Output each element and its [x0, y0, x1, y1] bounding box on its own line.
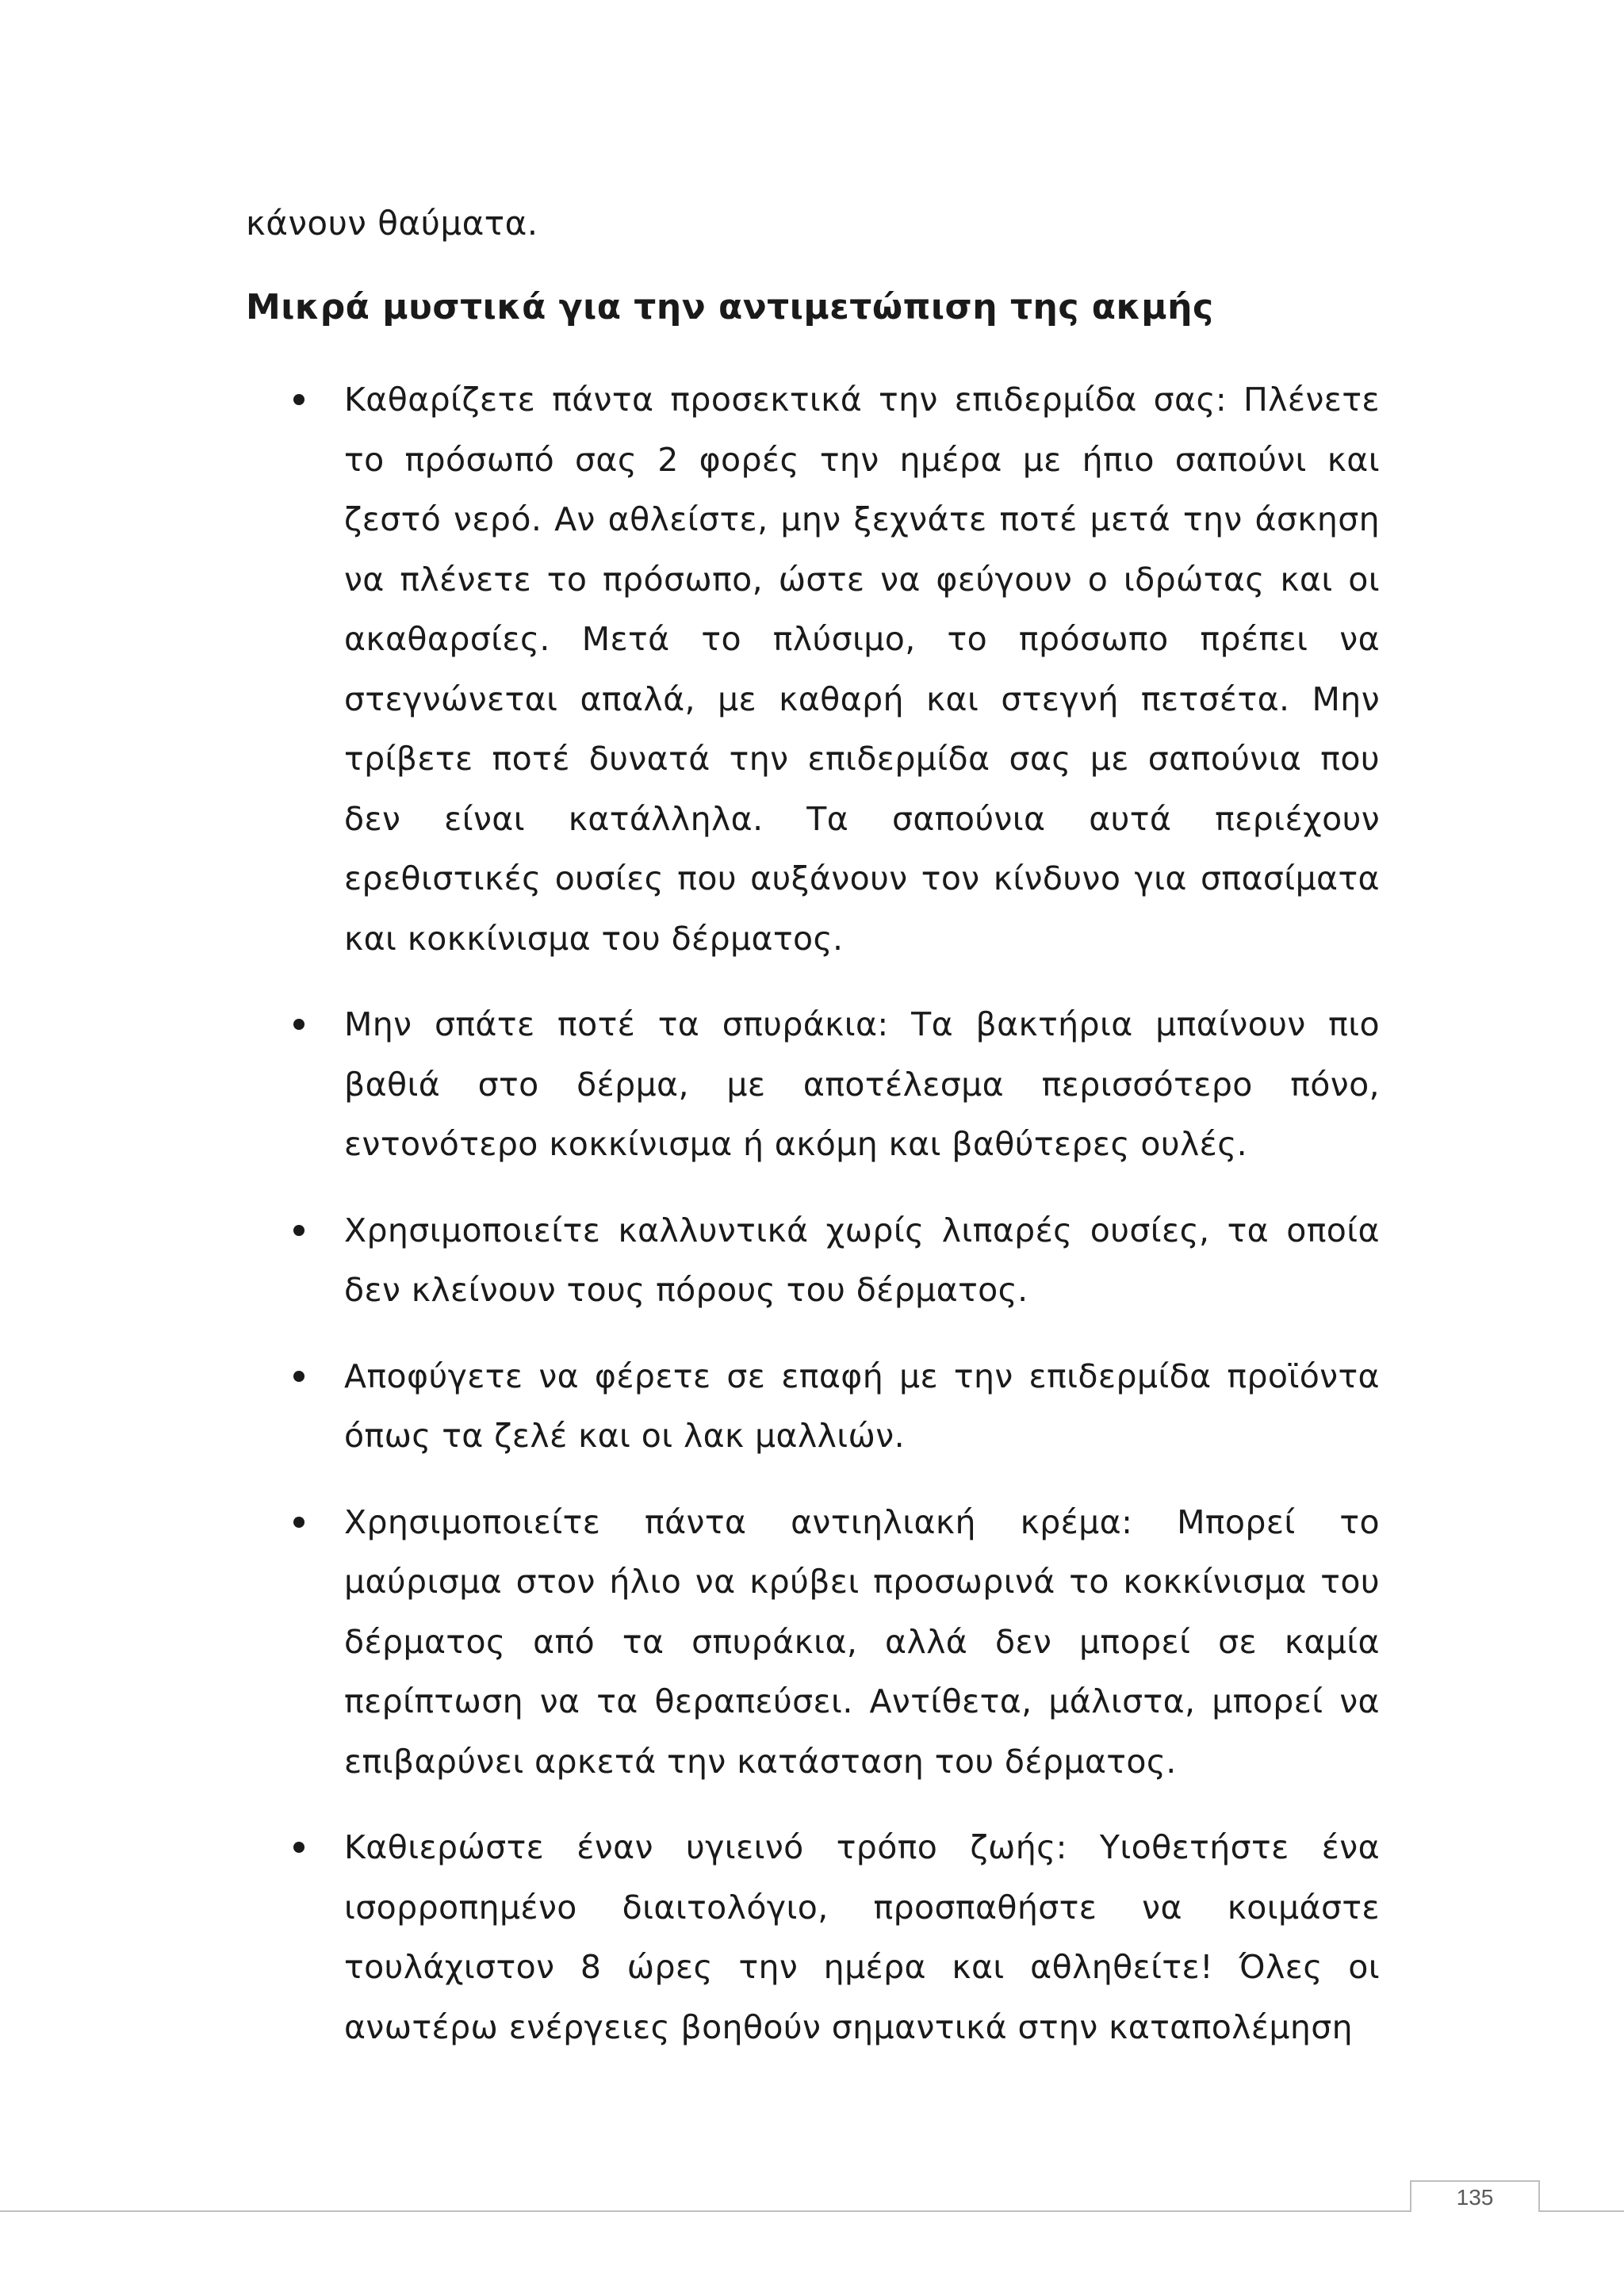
list-item-text: Μην σπάτε ποτέ τα σπυράκια: Τα βακτήρια μπαίνουν πιο βαθιά στο δέρμα, με αποτέλεσμα περισσότερο πόνο, εντονότερο κοκκίνισμα ή ακόμη και βαθύτερες ουλές.: [344, 1005, 1380, 1163]
list-item: [293, 1818, 1380, 2057]
list-item-text: Αποφύγετε να φέρετε σε επαφή με την επιδερμίδα προϊόντα όπως τα ζελέ και οι λακ μαλλιών.: [344, 1357, 1380, 1455]
page-number-box: [1410, 2180, 1540, 2212]
list-item-text: Καθαρίζετε πάντα προσεκτικά την επιδερμίδα σας: Πλένετε το πρόσωπό σας 2 φορές την ημέρα με ήπιο σαπούνι και ζεστό νερό. Αν αθλείστε, μην ξεχνάτε ποτέ μετά την άσκηση να πλένετε το πρόσωπο, ώστε να φεύγουν ο ιδρώτας και οι ακαθαρσίες. Μετά το πλύσιμο, το πρόσωπο πρέπει να στεγνώνεται απαλά, με καθαρή και στεγνή πετσέτα. Μην τρίβετε ποτέ δυνατά την επιδερμίδα σας με σαπούνια που δεν είναι κατάλληλα. Τα σαπούνια αυτά περιέχουν ερεθιστικές ουσίες που αυξάνουν τον κίνδυνο για σπασίματα και κοκκίνισμα του δέρματος.: [344, 381, 1380, 958]
list-item: [293, 1201, 1380, 1321]
intro-text: κάνουν θαύματα.: [246, 204, 538, 243]
list-item: [293, 995, 1380, 1175]
list-item-text: Χρησιμοποιείτε πάντα αντιηλιακή κρέμα: Μπορεί το μαύρισμα στον ήλιο να κρύβει προσωρινά το κοκκίνισμα του δέρματος από τα σπυράκια, αλλά δεν μπορεί σε καμία περίπτωση να τα θεραπεύσει. Αντίθετα, μάλιστα, μπορεί να επιβαρύνει αρκετά την κατάσταση του δέρματος.: [344, 1502, 1380, 1781]
bullet-icon: [293, 1517, 304, 1528]
list-item: [293, 1347, 1380, 1467]
page-number: 135: [1456, 2185, 1494, 2210]
bullet-icon: [293, 394, 304, 405]
bullet-icon: [293, 1019, 304, 1030]
tips-list: [293, 370, 1380, 2057]
bullet-icon: [293, 1371, 304, 1382]
list-item-text: Χρησιμοποιείτε καλλυντικά χωρίς λιπαρές ουσίες, τα οποία δεν κλείνουν τους πόρους του δέρματος.: [344, 1211, 1380, 1309]
list-item: [293, 370, 1380, 969]
bullet-icon: [293, 1842, 304, 1853]
footer-divider: [0, 2210, 1624, 2212]
list-item-text: Καθιερώστε έναν υγιεινό τρόπο ζωής: Υιοθετήστε ένα ισορροπημένο διαιτολόγιο, προσπαθήστε να κοιμάστε τουλάχιστον 8 ώρες την ημέρα και αθληθείτε! Όλες οι ανωτέρω ενέργειες βοηθούν σημαντικά στην καταπολέμηση: [344, 1828, 1380, 2046]
section-heading: Μικρά μυστικά για την αντιμετώπιση της ακμής: [246, 287, 1214, 327]
list-item: [293, 1493, 1380, 1793]
bullet-icon: [293, 1225, 304, 1236]
